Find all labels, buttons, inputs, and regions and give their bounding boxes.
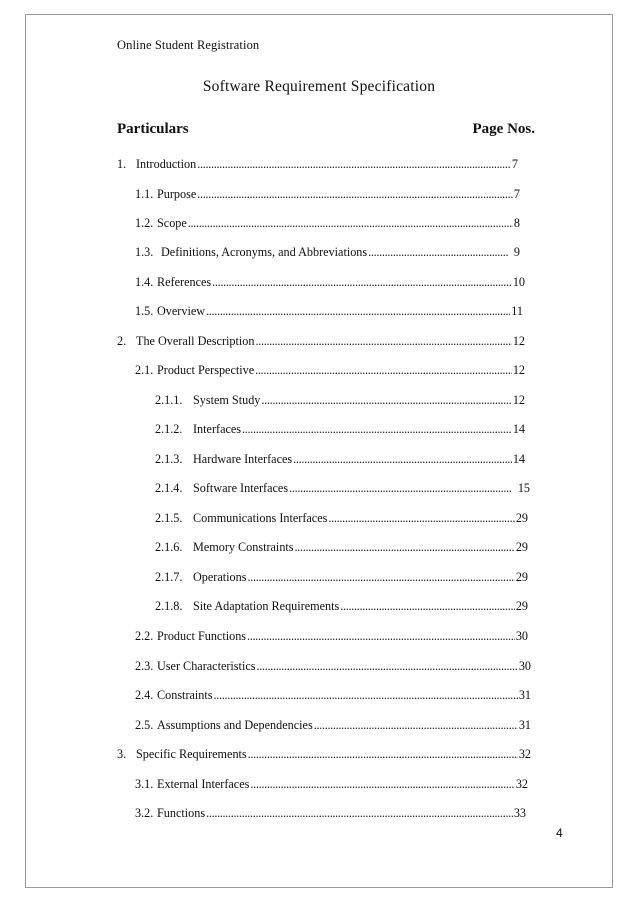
toc-page: 7 — [513, 187, 520, 201]
toc-label: System Study — [193, 393, 261, 407]
toc-leader — [255, 363, 512, 378]
toc-leader — [188, 216, 513, 231]
toc-label: Software Interfaces — [193, 481, 289, 495]
toc-leader — [248, 747, 518, 762]
toc-page: 14 — [512, 422, 525, 436]
toc-entry[interactable] — [117, 334, 525, 350]
toc-page: 10 — [512, 275, 525, 289]
toc-entry[interactable] — [155, 393, 525, 409]
toc-number: 3.1. — [135, 777, 154, 791]
toc-page: 12 — [512, 334, 525, 348]
toc-number: 2.1. — [135, 363, 154, 377]
toc-number: 1.1. — [135, 187, 154, 201]
toc-page: 9 — [513, 245, 520, 259]
toc-page: 14 — [512, 452, 525, 466]
toc-entry[interactable] — [155, 511, 528, 527]
toc-label: Purpose — [157, 187, 197, 201]
toc-page: 30 — [518, 659, 531, 673]
toc-label: Definitions, Acronyms, and Abbreviations — [161, 245, 368, 259]
toc-label: Memory Constraints — [193, 540, 294, 554]
toc-entry[interactable] — [135, 304, 523, 320]
page-number: 4 — [556, 826, 563, 840]
toc-leader — [214, 688, 518, 703]
toc-entry[interactable] — [155, 452, 525, 468]
toc-number: 2.1.3. — [155, 452, 183, 466]
toc-leader — [197, 157, 511, 172]
toc-page: 12 — [512, 363, 525, 377]
toc-leader — [212, 275, 512, 290]
toc-entry[interactable] — [135, 688, 531, 704]
toc-label: Introduction — [136, 157, 197, 171]
toc-leader — [289, 481, 511, 496]
toc-page: 32 — [518, 747, 531, 761]
toc-number: 1.2. — [135, 216, 154, 230]
toc-leader — [206, 806, 513, 821]
toc-number: 1. — [117, 157, 127, 171]
toc-page: 8 — [513, 216, 520, 230]
toc-number: 1.3. — [135, 245, 154, 259]
toc-number: 2. — [117, 334, 127, 348]
toc-label: Overview — [157, 304, 206, 318]
toc-page: 29 — [515, 570, 528, 584]
toc-number: 2.5. — [135, 718, 154, 732]
toc-page: 29 — [515, 599, 528, 613]
toc-number: 1.5. — [135, 304, 154, 318]
toc-entry[interactable] — [135, 629, 528, 645]
toc-entry[interactable] — [155, 570, 528, 586]
toc-label: Constraints — [157, 688, 213, 702]
toc-page: 31 — [518, 718, 531, 732]
toc-label: Hardware Interfaces — [193, 452, 293, 466]
toc-page: 31 — [518, 688, 531, 702]
toc-entry[interactable] — [135, 245, 520, 261]
toc-number: 2.1.1. — [155, 393, 183, 407]
toc-leader — [293, 452, 512, 467]
toc-label: Site Adaptation Requirements — [193, 599, 340, 613]
toc-page: 30 — [515, 629, 528, 643]
toc-number: 2.1.4. — [155, 481, 183, 495]
toc-leader — [206, 304, 510, 319]
toc-number: 3.2. — [135, 806, 154, 820]
toc-leader — [256, 659, 517, 674]
toc-number: 2.1.5. — [155, 511, 183, 525]
toc-entry[interactable] — [135, 777, 528, 793]
toc-leader — [255, 334, 511, 349]
toc-entry[interactable] — [135, 363, 525, 379]
toc-leader — [340, 599, 515, 614]
toc-page: 32 — [515, 777, 528, 791]
toc-label: Interfaces — [193, 422, 242, 436]
toc-leader — [295, 540, 515, 555]
toc-label: The Overall Description — [136, 334, 255, 348]
toc-number: 2.1.8. — [155, 599, 183, 613]
toc-page: 15 — [517, 481, 530, 495]
toc-entry[interactable] — [117, 747, 531, 763]
toc-number: 1.4. — [135, 275, 154, 289]
toc-label: Specific Requirements — [136, 747, 247, 761]
toc-label: External Interfaces — [157, 777, 250, 791]
toc-number: 2.3. — [135, 659, 154, 673]
toc-label: User Characteristics — [157, 659, 256, 673]
toc-entry[interactable] — [155, 422, 525, 438]
toc-label: Product Functions — [157, 629, 247, 643]
toc-leader — [250, 777, 514, 792]
toc-label: Assumptions and Dependencies — [157, 718, 313, 732]
toc-leader — [247, 629, 515, 644]
toc-entry[interactable] — [155, 540, 528, 556]
toc-label: Scope — [157, 216, 187, 230]
toc-entry[interactable] — [135, 187, 520, 203]
toc-leader — [247, 570, 514, 585]
toc-entry[interactable] — [135, 659, 531, 675]
toc-entry[interactable] — [117, 157, 518, 173]
toc-entry[interactable] — [155, 481, 530, 497]
toc-number: 2.1.7. — [155, 570, 183, 584]
toc-leader — [328, 511, 514, 526]
toc-entry[interactable] — [135, 806, 526, 822]
toc-number: 2.4. — [135, 688, 154, 702]
toc-page: 7 — [511, 157, 518, 171]
toc-page: 11 — [511, 304, 523, 318]
toc-page: 29 — [515, 540, 528, 554]
toc-number: 2.2. — [135, 629, 154, 643]
toc-leader — [368, 245, 508, 260]
toc-number: 2.1.6. — [155, 540, 183, 554]
toc-page: 29 — [515, 511, 528, 525]
toc-leader — [242, 422, 512, 437]
running-header: Online Student Registration — [117, 38, 260, 52]
toc-number: 3. — [117, 747, 127, 761]
toc-label: Functions — [157, 806, 206, 820]
toc-page: 33 — [513, 806, 526, 820]
toc-label: Operations — [193, 570, 247, 584]
toc-entry[interactable] — [135, 275, 525, 291]
toc-entry[interactable] — [135, 216, 520, 232]
toc-number: 2.1.2. — [155, 422, 183, 436]
toc-entry[interactable] — [155, 599, 528, 615]
toc-label: Communications Interfaces — [193, 511, 328, 525]
toc-leader — [314, 718, 518, 733]
toc-page: 12 — [512, 393, 525, 407]
document-title: Software Requirement Specification — [202, 78, 436, 95]
toc-label: Product Perspective — [157, 363, 255, 377]
toc-label: References — [157, 275, 212, 289]
page-nos-heading: Page Nos. — [472, 121, 535, 137]
toc-leader — [197, 187, 513, 202]
toc-leader — [261, 393, 511, 408]
toc-entry[interactable] — [135, 718, 531, 734]
particulars-heading: Particulars — [117, 121, 189, 137]
